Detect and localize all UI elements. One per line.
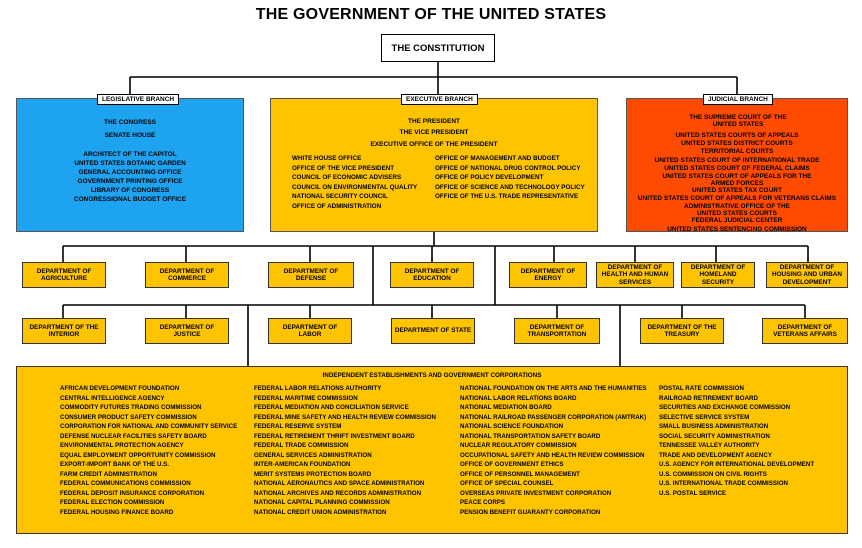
vice-president-heading: THE VICE PRESIDENT <box>399 129 469 136</box>
list-item: OFFICE OF POLICY DEVELOPMENT <box>435 174 544 182</box>
independent-establishments <box>16 366 848 534</box>
list-item: UNITED STATES BOTANIC GARDEN <box>74 160 186 167</box>
list-item: OFFICE OF SPECIAL COUNSEL <box>460 480 554 487</box>
list-item: INTER-AMERICAN FOUNDATION <box>254 461 351 468</box>
list-item: OFFICE OF GOVERNMENT ETHICS <box>460 461 564 468</box>
list-item: NATIONAL SECURITY COUNCIL <box>292 193 388 201</box>
list-item: OFFICE OF PERSONNEL MANAGEMENT <box>460 470 580 478</box>
list-item: WHITE HOUSE OFFICE <box>292 155 362 162</box>
list-item: U.S. INTERNATIONAL TRADE COMMISSION <box>659 480 789 487</box>
list-item: NUCLEAR REGULATORY COMMISSION <box>460 442 577 449</box>
list-item: EXPORT-IMPORT BANK OF THE U.S. <box>60 461 169 468</box>
executive-branch <box>270 98 598 232</box>
list-item: OFFICE OF NATIONAL DRUG CONTROL POLICY <box>435 164 581 172</box>
list-item: SOCIAL SECURITY ADMINISTRATION <box>659 432 770 440</box>
department-box: DEPARTMENT OF LABOR <box>268 318 352 344</box>
department-box: DEPARTMENT OF THE TREASURY <box>640 318 724 344</box>
agencies-column-3 <box>460 384 647 517</box>
agencies-column-1 <box>60 384 237 517</box>
list-item: FARM CREDIT ADMINISTRATION <box>60 470 157 478</box>
department-box: DEPARTMENT OF COMMERCE <box>145 262 229 288</box>
list-item: FEDERAL RESERVE SYSTEM <box>254 423 342 430</box>
executive-offices-left <box>292 154 417 212</box>
department-box: DEPARTMENT OF HOUSING AND URBAN DEVELOPMENT <box>766 262 848 288</box>
list-item: PEACE CORPS <box>460 499 506 506</box>
executive-offices-right <box>435 154 585 202</box>
list-item: UNITED STATES TAX COURT <box>692 187 782 195</box>
list-item: NATIONAL RAILROAD PASSENGER CORPORATION (AMTRAK) <box>460 413 647 421</box>
department-box: DEPARTMENT OF EDUCATION <box>390 262 474 288</box>
list-item: OFFICE OF THE VICE PRESIDENT <box>292 164 395 172</box>
list-item: NATIONAL MEDIATION BOARD <box>460 404 552 411</box>
list-item: TENNESSEE VALLEY AUTHORITY <box>659 442 760 449</box>
list-item: UNITED STATES COURTS OF APPEALS <box>675 132 799 139</box>
president-heading: THE PRESIDENT <box>407 118 460 125</box>
list-item: U.S. COMMISSION ON CIVIL RIGHTS <box>659 470 767 478</box>
department-box: DEPARTMENT OF TRANSPORTATION <box>514 318 600 344</box>
list-item: POSTAL RATE COMMISSION <box>659 385 744 392</box>
legislative-agencies-list <box>17 150 243 204</box>
list-item: ENVIRONMENTAL PROTECTION AGENCY <box>60 442 184 449</box>
list-item: FEDERAL MARITIME COMMISSION <box>254 394 358 402</box>
list-item: TRADE AND DEVELOPMENT AGENCY <box>659 451 772 459</box>
list-item: FEDERAL COMMUNICATIONS COMMISSION <box>60 480 191 487</box>
list-item: SMALL BUSINESS ADMINISTRATION <box>659 423 769 430</box>
list-item: FEDERAL JUDICIAL CENTER <box>691 217 783 225</box>
list-item: SECURITIES AND EXCHANGE COMMISSION <box>659 404 791 411</box>
list-item: COMMODITY FUTURES TRADING COMMISSION <box>60 404 202 411</box>
list-item: EQUAL EMPLOYMENT OPPORTUNITY COMMISSION <box>60 451 216 459</box>
list-item: NATIONAL TRANSPORTATION SAFETY BOARD <box>460 432 601 440</box>
list-item: U.S. POSTAL SERVICE <box>659 489 727 497</box>
list-item: OVERSEAS PRIVATE INVESTMENT CORPORATION <box>460 489 612 497</box>
independent-establishments-title: INDEPENDENT ESTABLISHMENTS AND GOVERNMENT CORPORATIONS <box>322 372 542 379</box>
list-item: FEDERAL LABOR RELATIONS AUTHORITY <box>254 385 382 392</box>
legislative-branch <box>16 98 244 232</box>
list-item: UNITED STATES DISTRICT COURTS <box>681 140 793 148</box>
list-item: NATIONAL LABOR RELATIONS BOARD <box>460 394 577 402</box>
department-box: DEPARTMENT OF HEALTH AND HUMAN SERVICES <box>596 262 674 288</box>
list-item: UNITED STATES COURT OF APPEALS FOR THE ARMED FORCES <box>662 173 812 188</box>
list-item: COUNCIL ON ENVIRONMENTAL QUALITY <box>292 183 418 191</box>
list-item: OFFICE OF SCIENCE AND TECHNOLOGY POLICY <box>435 183 585 191</box>
list-item: FEDERAL MEDIATION AND CONCILIATION SERVICE <box>254 404 409 411</box>
list-item: ADMINISTRATIVE OFFICE OF THE UNITED STATES COURTS <box>683 203 791 218</box>
legislative-branch-label: LEGISLATIVE BRANCH <box>97 94 179 105</box>
list-item: FEDERAL TRADE COMMISSION <box>254 442 349 449</box>
department-box: DEPARTMENT OF DEFENSE <box>268 262 354 288</box>
list-item: PENSION BENEFIT GUARANTY CORPORATION <box>460 508 601 516</box>
list-item: NATIONAL CREDIT UNION ADMINISTRATION <box>254 508 387 516</box>
list-item: CONSUMER PRODUCT SAFETY COMMISSION <box>60 413 197 421</box>
list-item: NATIONAL FOUNDATION ON THE ARTS AND THE HUMANITIES <box>460 385 647 392</box>
list-item: OFFICE OF MANAGEMENT AND BUDGET <box>435 155 560 162</box>
list-item: OFFICE OF THE U.S. TRADE REPRESENTATIVE <box>435 193 579 201</box>
list-item: FEDERAL ELECTION COMMISSION <box>60 499 165 506</box>
list-item: FEDERAL RETIREMENT THRIFT INVESTMENT BOARD <box>254 432 415 440</box>
judicial-branch-label: JUDICIAL BRANCH <box>703 94 773 105</box>
list-item: ARCHITECT OF THE CAPITOL <box>83 151 177 158</box>
list-item: OCCUPATIONAL SAFETY AND HEALTH REVIEW COMMISSION <box>460 451 645 459</box>
list-item: NATIONAL ARCHIVES AND RECORDS ADMINISTRATION <box>254 489 422 497</box>
list-item: NATIONAL AERONAUTICS AND SPACE ADMINISTRATION <box>254 480 425 487</box>
list-item: U.S. AGENCY FOR INTERNATIONAL DEVELOPMENT <box>659 461 815 468</box>
department-box: DEPARTMENT OF THE INTERIOR <box>22 318 106 344</box>
list-item: GENERAL SERVICES ADMINISTRATION <box>254 451 372 459</box>
judicial-courts-list <box>627 132 847 234</box>
congress-heading: THE CONGRESS <box>103 119 156 126</box>
supreme-court-heading: THE SUPREME COURT OF THE UNITED STATES <box>689 114 787 128</box>
department-box: DEPARTMENT OF JUSTICE <box>145 318 229 344</box>
agencies-column-2 <box>254 384 436 517</box>
list-item: NATIONAL CAPITAL PLANNING COMMISSION <box>254 499 390 506</box>
list-item: CENTRAL INTELLIGENCE AGENCY <box>60 394 165 402</box>
list-item: UNITED STATES COURT OF FEDERAL CLAIMS <box>664 164 810 172</box>
list-item: MERIT SYSTEMS PROTECTION BOARD <box>254 470 372 478</box>
department-box: DEPARTMENT OF ENERGY <box>509 262 587 288</box>
judicial-branch <box>626 98 848 232</box>
department-box: DEPARTMENT OF VETERANS AFFAIRS <box>762 318 848 344</box>
list-item: UNITED STATES COURT OF INTERNATIONAL TRADE <box>654 156 820 164</box>
list-item: LIBRARY OF CONGRESS <box>90 187 170 194</box>
list-item: COUNCIL OF ECONOMIC ADVISERS <box>292 174 402 182</box>
senate-house-heading: SENATE HOUSE <box>104 132 156 139</box>
list-item: AFRICAN DEVELOPMENT FOUNDATION <box>60 385 180 392</box>
list-item: FEDERAL HOUSING FINANCE BOARD <box>60 508 174 516</box>
list-item: DEFENSE NUCLEAR FACILITIES SAFETY BOARD <box>60 432 207 440</box>
list-item: UNITED STATES SENTENCING COMMISSION <box>667 225 807 233</box>
constitution-box: THE CONSTITUTION <box>381 34 495 62</box>
list-item: GENERAL ACCOUNTING OFFICE <box>78 169 182 176</box>
executive-office-heading: EXECUTIVE OFFICE OF THE PRESIDENT <box>370 141 498 148</box>
list-item: UNITED STATES COURT OF APPEALS FOR VETERANS CLAIMS <box>637 195 837 203</box>
list-item: CONGRESSIONAL BUDGET OFFICE <box>73 196 187 203</box>
department-box: DEPARTMENT OF HOMELAND SECURITY <box>681 262 755 288</box>
list-item: NATIONAL SCIENCE FOUNDATION <box>460 423 564 430</box>
department-box: DEPARTMENT OF STATE <box>391 318 475 344</box>
list-item: FEDERAL MINE SAFETY AND HEALTH REVIEW COMMISSION <box>254 413 436 421</box>
list-item: RAILROAD RETIREMENT BOARD <box>659 394 758 402</box>
executive-branch-label: EXECUTIVE BRANCH <box>401 94 478 105</box>
list-item: FEDERAL DEPOSIT INSURANCE CORPORATION <box>60 489 205 497</box>
agencies-column-4 <box>659 384 814 498</box>
list-item: TERRITORIAL COURTS <box>700 148 774 156</box>
list-item: OFFICE OF ADMINISTRATION <box>292 202 382 210</box>
list-item: SELECTIVE SERVICE SYSTEM <box>659 413 750 421</box>
list-item: CORPORATION FOR NATIONAL AND COMMUNITY SERVICE <box>60 423 238 430</box>
chart-title: THE GOVERNMENT OF THE UNITED STATES <box>255 6 607 23</box>
department-box: DEPARTMENT OF AGRICULTURE <box>22 262 106 288</box>
list-item: GOVERNMENT PRINTING OFFICE <box>77 178 183 185</box>
